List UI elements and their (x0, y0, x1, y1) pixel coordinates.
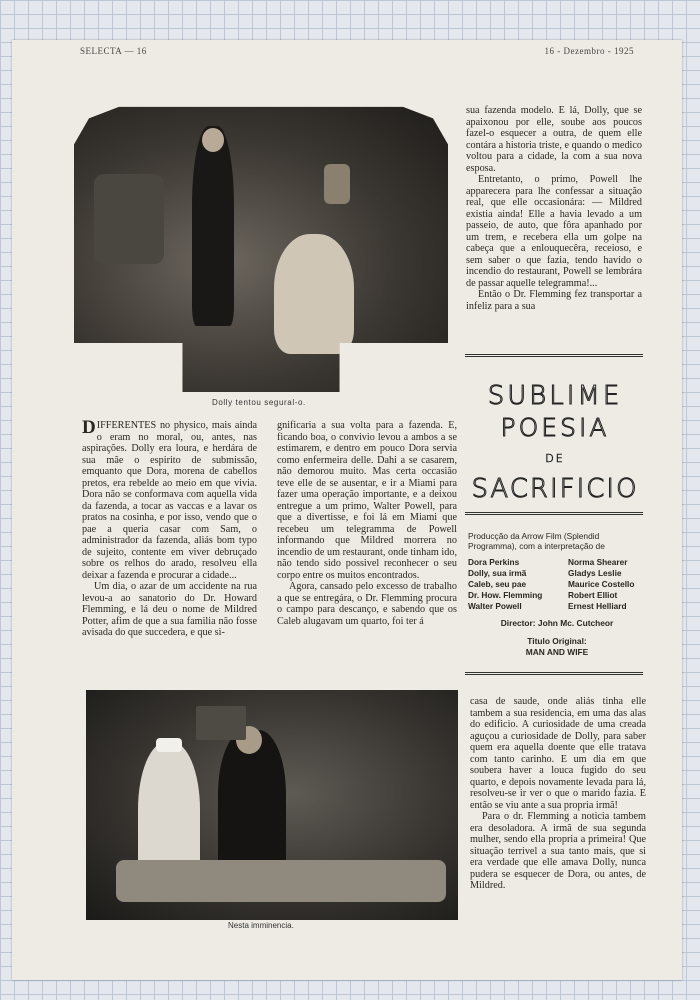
cast-list (468, 557, 646, 612)
drop-cap: D (82, 417, 96, 438)
original-title-block (468, 636, 646, 658)
woman-figure (274, 234, 354, 354)
article-title-line-3: DE (545, 452, 565, 465)
divider-rule (465, 672, 643, 675)
cast-role: Dora Perkins (468, 557, 520, 567)
divider-rule (465, 512, 643, 515)
article-paragraph: Entretanto, o primo, Powell lhe apparecera para lhe confessar a situação real, que elle occasionára: — Mildred existia ainda! Elle a havia levado a um passeio, de auto, que fôra apanhado por um trem, e recebera ella um golpe na cabeça que a enlouquecêra, receioso, e sem saber o que fazia, tendo havido o incendio do restaurant, Powell se lembrára de passar aquelle telegramma!... (466, 174, 642, 289)
article-paragraph: Para o dr. Flemming a noticia tambem era desoladora. A irmã de sua segunda mulher, sendo ella propria a primeira! Que situação terrivel a sua tanto mais, que si era verdade que elle amava Dolly, nunca pudera se esquecer de Dora, ou antes, de Mildred. (470, 811, 646, 891)
cast-role: Dr. How. Flemming (468, 590, 543, 600)
original-title-label: Titulo Original: (527, 636, 587, 646)
cast-actor: Gladys Leslie (568, 568, 622, 578)
article-column-c-bottom (470, 696, 646, 892)
article-paragraph: Então o Dr. Flemming fez transportar a infeliz para a sua (466, 289, 642, 312)
original-title: MAN AND WIFE (525, 647, 589, 657)
cast-role: Caleb, seu pae (468, 579, 527, 589)
paragraph-text: IFFERENTES no physico, mais ainda o eram no moral, ou, antes, nas aspirações. Dolly era loura, e herdára de sua mãe o espirito de submissão, emquanto que Dora, morena de cabellos pretos, era rebelde ao meio em que vivia. Dora não se conformava com aquella vida da fazenda, a tocar as vaccas e a lavar os pratos na cosinha, e por isso, vendo que o pae a queria casar com Sam, o administrador da fazenda, aliás bom typo de sujeito, contente em viver debruçado sobre os relhos do arado, resolveu ella deixar a fazenda e procurar a cidade... (82, 420, 257, 581)
director-credit: Director: John Mc. Cutcheor (500, 618, 614, 628)
article-paragraph: gnificaria a sua volta para a fazenda. E, ficando boa, o convivio levou a ambos a se estimarem, e dentro em pouco Dora servia como enfermeira delle. Dahi a se casarem, não demorou muito. Mas certa occasião teve elle de se ausentar, e ir a Miami para fazer uma operação importante, e a deixou entregue a um primo, Walter Powell, para que a divertisse, e foi lá em Miami que recebeu um telegramma de Powell informando que Mildred morrera no incendio de um restaurant, onde tinham ido, não tendo sido possivel reconhecer o seu corpo entre os muitos encontrados. (277, 420, 457, 581)
lamp-shape (324, 164, 350, 204)
page-header-date: 16 - Dezembro - 1925 (544, 46, 634, 56)
film-still-hospital (86, 690, 458, 920)
article-paragraph: Agora, cansado pelo excesso de trabalho a que se entregára, o Dr. Flemming procura o campo para descanço, e sabendo que os Caleb alugavam um quarto, foi ter á (277, 581, 457, 627)
article-paragraph: sua fazenda modelo. E lá, Dolly, que se apaixonou por elle, soube aos poucos fazel-o esquecer a outra, de quem elle contára a historia triste, e quando o medico voltou para a cidade, la com a sua nova esposa. (466, 105, 642, 174)
article-paragraph: casa de saude, onde aliás tinha elle tambem a sua residencia, em uma das alas do edificio. A curiosidade de uma creada aguçou a curiosidade de Dolly, para saber quem era aquella doente que elle tratava com tanto carinho. E um dia em que soubera haver a louca fugido do seu quarto, e depois novamente levada para lá, resolveu-se ir ver o que o marido fazia. E então se viu ante a sua propria irmã! (470, 696, 646, 811)
divider-rule (465, 354, 643, 357)
article-column-a (82, 417, 257, 639)
cast-actor: Ernest Helliard (568, 601, 627, 611)
cast-row (468, 579, 646, 590)
article-column-c-top (466, 105, 642, 312)
photo-caption-1: Dolly tentou segural-o. (212, 398, 306, 407)
photo-caption-2: Nesta imminencia. (228, 921, 294, 930)
cast-row (468, 568, 646, 579)
man-figure (192, 126, 234, 326)
article-title-line-4: SACRIFICIO (471, 474, 639, 504)
bed-shape (116, 860, 446, 902)
man-head (202, 128, 224, 152)
cast-row (468, 557, 646, 568)
nurse-cap (156, 738, 182, 752)
cast-role: Dolly, sua irmã (468, 568, 527, 578)
cast-actor: Norma Shearer (568, 557, 628, 567)
article-paragraph: Um dia, o azar de um accidente na rua levou-a ao sanatorio do Dr. Howard Flemming, e lá deu o nome de Mildred Potter, afim de que a sua familia não fosse avisada do que succedera, e que si- (82, 581, 257, 638)
cast-row (468, 590, 646, 601)
article-paragraph (82, 417, 257, 581)
page-header-left: SELECTA — 16 (80, 46, 147, 56)
cast-actor: Maurice Costello (568, 579, 635, 589)
article-title-line-1: SUBLIME (487, 381, 623, 411)
article-column-b (277, 420, 457, 627)
production-credit: Producção da Arrow Film (Splendid Programma), com a interpretação de (468, 531, 605, 552)
wall-picture (196, 706, 246, 740)
furniture-shape (94, 174, 164, 264)
cast-row (468, 601, 646, 612)
cast-actor: Robert Elliot (568, 590, 618, 600)
article-title-line-2: POESIA (500, 413, 610, 442)
cast-role: Walter Powell (468, 601, 522, 611)
